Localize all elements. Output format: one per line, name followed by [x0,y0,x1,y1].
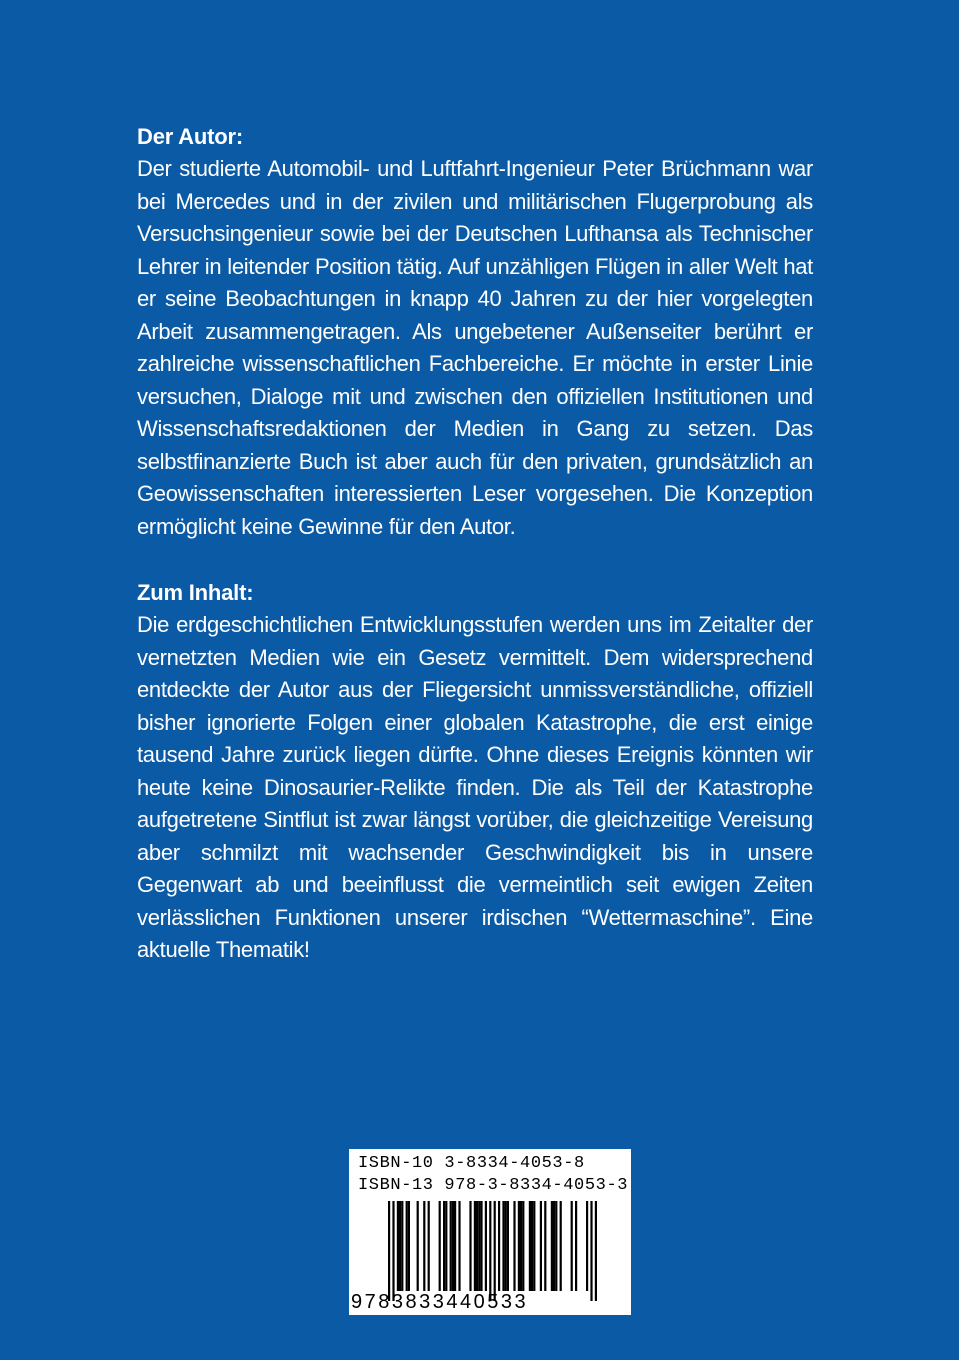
barcode-bar [406,1201,408,1291]
barcode-bar [575,1201,577,1291]
barcode-bar [469,1201,471,1291]
barcode-bar [505,1201,507,1291]
barcode-bar [485,1201,487,1291]
author-heading: Der Autor: [137,124,243,149]
isbn-barcode-box [349,1149,631,1315]
barcode-bar [551,1201,553,1291]
barcode-bar [498,1201,500,1291]
barcode-bar [392,1201,394,1301]
barcode-bar [533,1201,535,1291]
barcode-bar [399,1201,401,1291]
back-cover-text [137,120,813,967]
barcode-bar [518,1201,520,1291]
barcode-bar [474,1201,476,1291]
barcode-bar [540,1201,542,1291]
barcode-bar [443,1201,445,1291]
content-paragraph: Die erdgeschichtlichen Entwicklungsstufen werden uns im Zeitalter der vernetzten Medien wie ein Gesetz vermittelt. Dem widersprechend entdeckte der Autor aus der Fliegersicht unmissverständliche, offiziell bisher ignorierte Folgen einer globalen Katastrophe, die erst einige tausend Jahre zurück liegen dürfte. Ohne dieses Ereignis könnten wir heute keine Dinosaurier-Relikte finden. Die als Teil der Katastrophe aufgetretene Sintflut ist zwar längst vorüber, die gleichzeitige Vereisung aber schmilzt mit wachsender Geschwindigkeit bis in unsere Gegenwart ab und beeinflusst die vermeintlich seit ewigen Zeiten verlässlichen Funktionen unserer irdischen “Wettermaschine”. Eine aktuelle Thematik! [137,612,813,962]
barcode-bar [544,1201,546,1291]
isbn13-label: ISBN-13 978-3-8334-4053-3 [358,1176,629,1195]
barcode-bar [480,1201,482,1291]
barcode-bar [478,1201,480,1291]
barcode-bar [428,1201,430,1291]
ean-barcode [388,1201,616,1301]
barcode-bar [450,1201,452,1291]
barcode-bar [439,1201,441,1291]
barcode-bar [520,1201,522,1291]
barcode-bar [529,1201,531,1291]
barcode-bar [531,1201,533,1291]
barcode-bar [423,1201,425,1291]
barcode-bar [571,1201,573,1291]
barcode-bar [553,1201,555,1291]
barcode-bar [586,1201,588,1291]
barcode-bar [454,1201,456,1291]
barcode-bar [502,1201,504,1291]
barcode-bar [555,1201,557,1291]
barcode-bar [417,1201,419,1291]
barcode-bar [489,1201,491,1301]
content-heading: Zum Inhalt: [137,580,254,605]
barcode-bar [507,1201,509,1291]
barcode-bar [476,1201,478,1291]
ean-digits: 9783833440533 [351,1291,529,1313]
barcode-bar [590,1201,592,1301]
barcode-bar [408,1201,410,1291]
barcode-bar [397,1201,399,1291]
barcode-bar [560,1201,562,1291]
barcode-bar [458,1201,460,1291]
barcode-bar [595,1201,597,1301]
barcode-bar [452,1201,454,1291]
barcode-bar [445,1201,447,1291]
isbn10-label: ISBN-10 3-8334-4053-8 [358,1154,585,1173]
author-paragraph: Der studierte Automobil- und Luftfahrt-Ingenieur Peter Brüchmann war bei Mercedes und in der zivilen und militärischen Flugerprobung als Versuchsingenieur sowie bei der Deutschen Lufthansa als Technischer Lehrer in leitender Position tätig. Auf unzähligen Flügen in aller Welt hat er seine Beobachtungen in knapp 40 Jahren zu der hier vorgelegten Arbeit zusammengetragen. Als ungebetener Außenseiter berührt er zahlreiche wissenschaftlichen Fachbereiche. Er möchte in erster Linie versuchen, Dialoge mit und zwischen den offiziellen Institutionen und Wissenschaftsredaktionen der Medien in Gang zu setzen. Das selbstfinanzierte Buch ist aber auch für den privaten, grundsätzlich an Geowissenschaften interessierten Leser vorgesehen. Die Konzeption ermöglicht keine Gewinne für den Autor. [137,156,813,539]
barcode-bar [401,1201,403,1291]
barcode-bar [388,1201,390,1301]
barcode-bar [494,1201,496,1301]
barcode-bar [522,1201,524,1291]
barcode-bar [513,1201,515,1291]
